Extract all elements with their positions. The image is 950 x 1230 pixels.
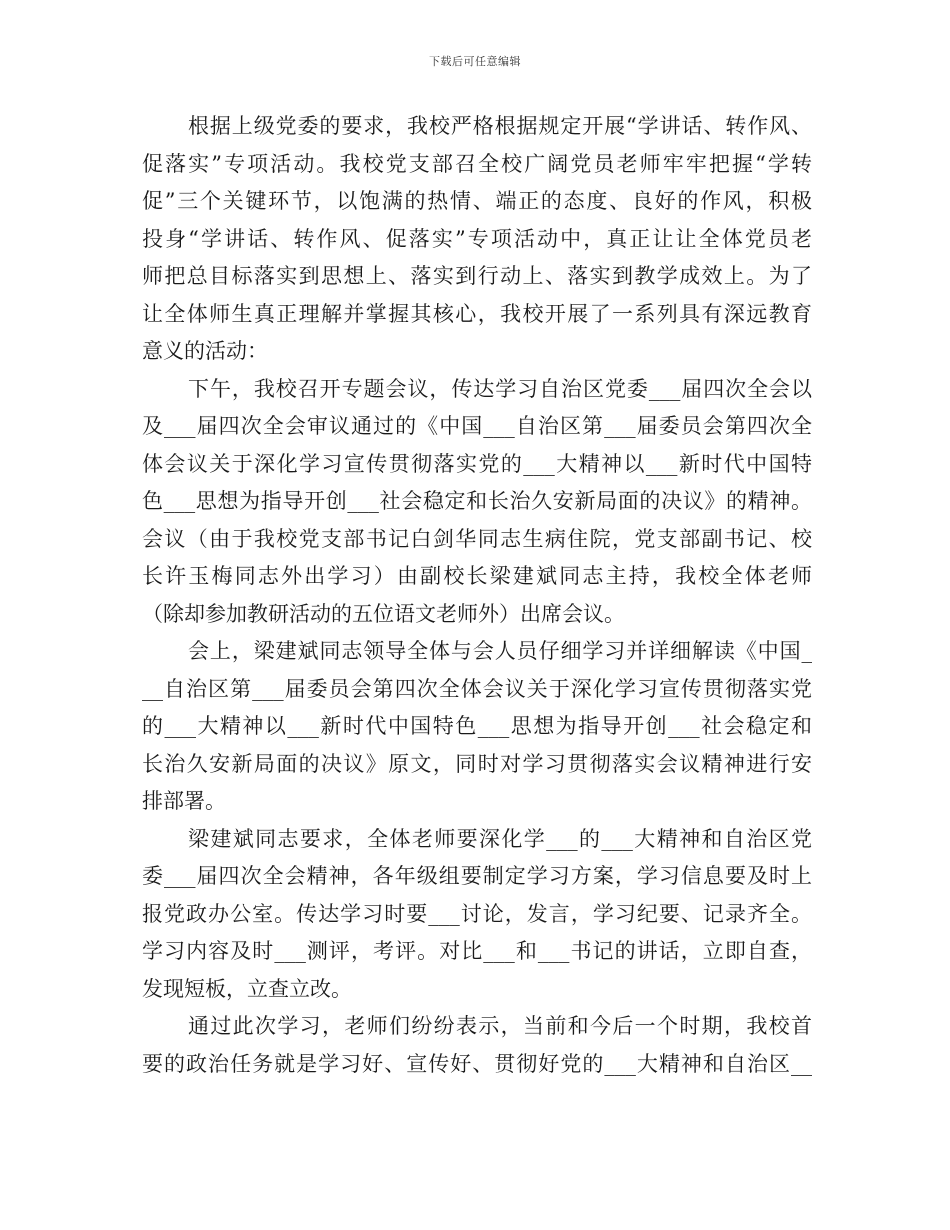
text-line: 报党政办公室。传达学习时要___讨论，发言，学习纪要、记录齐全。 — [142, 901, 812, 926]
text-line: 学习内容及时___测评，考评。对比___和___书记的讲话，立即自查， — [142, 939, 812, 963]
text-line: 及___届四次全会审议通过的《中国___自治区第___届委员会第四次全 — [142, 414, 812, 438]
text-line: 师把总目标落实到思想上、落实到行动上、落实到教学成效上。为了 — [142, 264, 812, 288]
text-line: 发现短板，立查立改。 — [142, 976, 352, 1001]
text-line: 促”三个关键环节，以饱满的热情、端正的态度、良好的作风，积极 — [142, 189, 812, 213]
paragraph — [142, 1008, 812, 1083]
text-line: 色___思想为指导开创___社会稳定和长治久安新局面的决议》的精神。 — [142, 489, 812, 513]
page-header: 下载后可任意编辑 — [429, 55, 521, 68]
paragraph — [142, 821, 812, 1009]
text-line: 长许玉梅同志外出学习）由副校长梁建斌同志主持，我校全体老师 — [142, 564, 812, 588]
document-body — [142, 108, 812, 1083]
text-line: 通过此次学习，老师们纷纷表示，当前和今后一个时期，我校首 — [188, 1014, 812, 1038]
text-line: 让全体师生真正理解并掌握其核心，我校开展了一系列具有深远教育 — [142, 301, 812, 326]
text-line: 下午，我校召开专题会议，传达学习自治区党委___届四次全会以 — [188, 376, 812, 401]
text-line: 长治久安新局面的决议》原文，同时对学习贯彻落实会议精神进行安 — [142, 751, 812, 776]
text-line: 委___届四次全会精神，各年级组要制定学习方案，学习信息要及时上 — [142, 864, 812, 888]
text-line: 投身“学讲话、转作风、促落实”专项活动中，真正让让全体党员老 — [142, 226, 812, 251]
text-line: （除却参加教研活动的五位语文老师外）出席会议。 — [142, 601, 625, 626]
text-line: 排部署。 — [142, 789, 226, 813]
text-line: 根据上级党委的要求，我校严格根据规定开展“学讲话、转作风、 — [188, 114, 812, 138]
paragraph — [142, 371, 812, 634]
text-line: 梁建斌同志要求，全体老师要深化学___的___大精神和自治区党 — [188, 826, 812, 851]
text-line: 会上，梁建斌同志领导全体与会人员仔细学习并详细解读《中国_ — [188, 639, 812, 663]
text-line: 要的政治任务就是学习好、宣传好、贯彻好党的___大精神和自治区__ — [142, 1051, 812, 1076]
paragraph — [142, 633, 812, 821]
text-line: 意义的活动： — [142, 339, 268, 363]
text-line: 促落实”专项活动。我校党支部召全校广阔党员老师牢牢把握“学转 — [142, 151, 812, 176]
text-line: __自治区第___届委员会第四次全体会议关于深化学习宣传贯彻落实党 — [142, 676, 812, 701]
text-line: 体会议关于深化学习宣传贯彻落实党的___大精神以___新时代中国特 — [142, 451, 812, 476]
text-line: 会议（由于我校党支部书记白剑华同志生病住院，党支部副书记、校 — [142, 526, 812, 551]
paragraph — [142, 108, 812, 371]
text-line: 的___大精神以___新时代中国特色___思想为指导开创___社会稳定和 — [142, 714, 812, 738]
